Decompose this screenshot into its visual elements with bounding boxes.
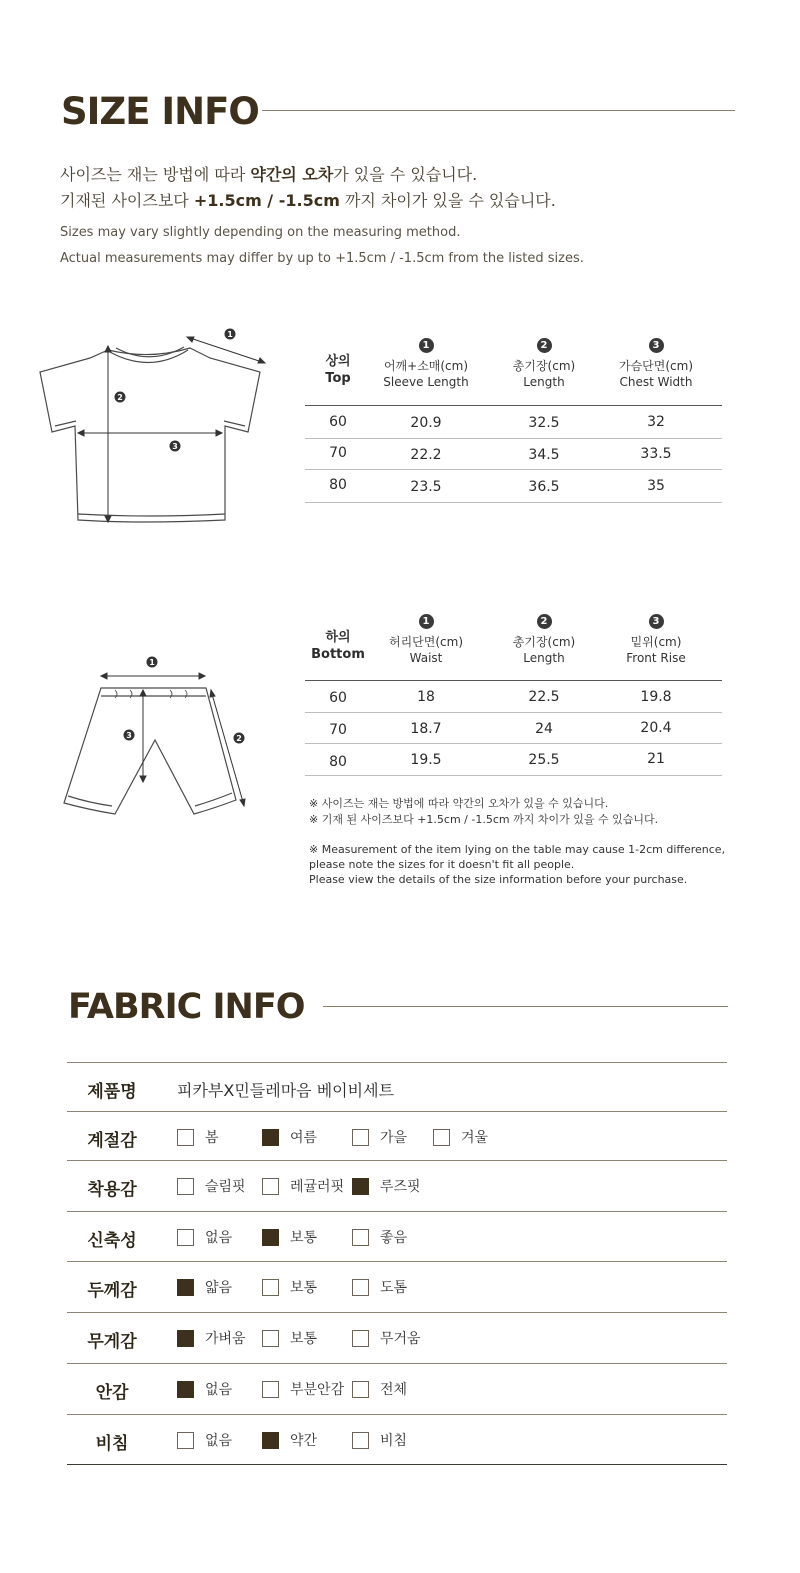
fabric-row-label: 두께감 (87, 1281, 137, 1301)
size-note-en-1: Sizes may vary slightly depending on the measuring method. (60, 225, 461, 240)
fabric-option-label: 무거움 (380, 1331, 421, 1347)
table-cell: 22.5 (528, 689, 560, 705)
unchecked-box-icon (352, 1381, 369, 1398)
fabric-row-label: 착용감 (87, 1180, 137, 1200)
fabric-option-label: 얇음 (205, 1280, 233, 1296)
note-en-3: Please view the details of the size information before your purchase. (309, 873, 688, 886)
unchecked-box-icon (262, 1178, 279, 1195)
bottom-col-length: 2 총기장(cm) Length (512, 616, 576, 665)
fabric-row (67, 1111, 727, 1160)
fabric-option (177, 1176, 246, 1196)
number-badge-icon: 3 (649, 614, 664, 629)
unchecked-box-icon (352, 1129, 369, 1146)
top-col-sleeve: 1 어깨+소매(cm) Sleeve Length (383, 340, 469, 389)
product-name: 피카부X민들레마음 베이비세트 (177, 1081, 394, 1100)
fabric-option (352, 1227, 407, 1247)
table-cell: 20.9 (410, 415, 442, 431)
unchecked-box-icon (177, 1229, 194, 1246)
unchecked-box-icon (177, 1178, 194, 1195)
note-en-1: ※ Measurement of the item lying on the table may cause 1-2cm difference, (309, 843, 726, 856)
fabric-row (67, 1312, 727, 1363)
table-cell: 20.4 (640, 720, 672, 736)
fabric-option-label: 전체 (380, 1382, 408, 1398)
fabric-row (67, 1414, 727, 1465)
fabric-option (352, 1127, 407, 1147)
fabric-option-label: 없음 (205, 1382, 233, 1398)
checked-box-icon (262, 1432, 279, 1449)
checked-box-icon (177, 1381, 194, 1398)
fabric-option (262, 1277, 317, 1297)
checked-box-icon (177, 1330, 194, 1347)
table-cell: 36.5 (528, 479, 560, 495)
size-info-title: SIZE INFO (61, 90, 259, 133)
table-cell: 19.5 (410, 752, 442, 768)
fabric-option (177, 1127, 219, 1147)
checked-box-icon (262, 1129, 279, 1146)
unchecked-box-icon (177, 1432, 194, 1449)
fabric-option-label: 가벼움 (205, 1331, 246, 1347)
number-badge-icon: 1 (419, 338, 434, 353)
unchecked-box-icon (262, 1381, 279, 1398)
fabric-option (177, 1430, 232, 1450)
number-badge-icon: 2 (537, 338, 552, 353)
top-size-table (305, 333, 722, 503)
table-cell: 21 (647, 751, 665, 767)
top-col-length: 2 총기장(cm) Length (512, 340, 576, 389)
unchecked-box-icon (352, 1432, 369, 1449)
table-cell: 23.5 (410, 479, 442, 495)
fabric-row-label: 안감 (95, 1383, 129, 1403)
fabric-option (262, 1227, 317, 1247)
checked-box-icon (352, 1178, 369, 1195)
fabric-row-label: 신축성 (87, 1231, 137, 1251)
fabric-option (262, 1127, 317, 1147)
fabric-option (177, 1328, 246, 1348)
top-table-corner: 상의 Top (325, 354, 351, 386)
table-cell: 80 (329, 754, 347, 770)
fabric-option (177, 1227, 232, 1247)
fabric-option-label: 레귤러핏 (290, 1179, 345, 1195)
top-col-chest: 3 가슴단면(cm) Chest Width (618, 340, 694, 389)
fabric-option (177, 1379, 232, 1399)
table-cell: 18 (417, 689, 435, 705)
top-garment-diagram (30, 320, 270, 530)
size-note-en-2: Actual measurements may differ by up to +1.5cm / -1.5cm from the listed sizes. (60, 251, 584, 266)
unchecked-box-icon (177, 1129, 194, 1146)
table-cell: 25.5 (528, 752, 560, 768)
fabric-option (352, 1430, 407, 1450)
fabric-info-title: FABRIC INFO (68, 987, 305, 1027)
unchecked-box-icon (352, 1279, 369, 1296)
unchecked-box-icon (262, 1330, 279, 1347)
fabric-option-label: 없음 (205, 1230, 233, 1246)
fabric-info-divider (323, 1006, 728, 1007)
fabric-option-label: 좋음 (380, 1230, 408, 1246)
fabric-row-label: 계절감 (87, 1131, 137, 1151)
fabric-row (67, 1363, 727, 1414)
fabric-option (262, 1328, 317, 1348)
size-info-divider (262, 110, 735, 111)
table-cell: 80 (329, 477, 347, 493)
fabric-option-label: 도톰 (380, 1280, 408, 1296)
unchecked-box-icon (352, 1229, 369, 1246)
fabric-row (67, 1261, 727, 1312)
fabric-row-label: 비침 (95, 1434, 129, 1454)
fabric-option-label: 보통 (290, 1280, 318, 1296)
fabric-option-label: 약간 (290, 1433, 318, 1449)
note-kr-2: ※ 기재 된 사이즈보다 +1.5cm / -1.5cm 까지 차이가 있을 수 있습니다. (309, 813, 659, 826)
table-cell: 35 (647, 478, 665, 494)
bottom-marker-3: 3 (126, 731, 132, 740)
bottom-col-rise: 3 밑위(cm) Front Rise (626, 616, 686, 665)
bottom-marker-2: 2 (236, 734, 242, 743)
table-cell: 34.5 (528, 447, 560, 463)
size-note-kr-1: 사이즈는 재는 방법에 따라 약간의 오차가 있을 수 있습니다. (60, 165, 478, 184)
fabric-option-label: 보통 (290, 1230, 318, 1246)
fabric-option (433, 1127, 488, 1147)
fabric-option (262, 1430, 317, 1450)
number-badge-icon: 1 (419, 614, 434, 629)
bottom-col-waist: 1 허리단면(cm) Waist (388, 616, 464, 665)
number-badge-icon: 3 (649, 338, 664, 353)
table-cell: 32.5 (528, 415, 560, 431)
fabric-option-label: 루즈핏 (380, 1179, 421, 1195)
fabric-option (352, 1379, 407, 1399)
bottom-garment-diagram (55, 650, 260, 840)
fabric-row (67, 1211, 727, 1261)
checked-box-icon (262, 1229, 279, 1246)
fabric-option-label: 부분안감 (290, 1382, 345, 1398)
fabric-option (262, 1379, 344, 1399)
bottom-table-corner: 하의 Bottom (311, 630, 365, 662)
fabric-option (352, 1328, 421, 1348)
fabric-option-label: 여름 (290, 1130, 318, 1146)
fabric-row-label: 무게감 (87, 1332, 137, 1352)
fabric-option-label: 가을 (380, 1130, 408, 1146)
table-cell: 32 (647, 414, 665, 430)
fabric-option (352, 1277, 407, 1297)
number-badge-icon: 2 (537, 614, 552, 629)
size-note-kr-2: 기재된 사이즈보다 +1.5cm / -1.5cm 까지 차이가 있을 수 있습니다. (60, 191, 556, 210)
top-marker-1: 1 (227, 330, 233, 339)
bottom-marker-1: 1 (149, 658, 155, 667)
table-cell: 22.2 (410, 447, 442, 463)
top-marker-2: 2 (117, 393, 123, 402)
fabric-option-label: 없음 (205, 1433, 233, 1449)
table-cell: 70 (329, 445, 347, 461)
fabric-option (262, 1176, 344, 1196)
fabric-option-label: 슬림핏 (205, 1179, 246, 1195)
unchecked-box-icon (262, 1279, 279, 1296)
fabric-row-product (67, 1062, 727, 1111)
table-cell: 60 (329, 414, 347, 430)
unchecked-box-icon (352, 1330, 369, 1347)
fabric-option-label: 비침 (380, 1433, 408, 1449)
bottom-size-table (305, 609, 722, 779)
note-en-2: please note the sizes for it doesn't fit all people. (309, 858, 575, 871)
table-cell: 70 (329, 722, 347, 738)
fabric-option-label: 봄 (205, 1130, 219, 1146)
table-cell: 60 (329, 690, 347, 706)
top-marker-3: 3 (172, 442, 178, 451)
unchecked-box-icon (433, 1129, 450, 1146)
fabric-row-label: 제품명 (87, 1082, 137, 1102)
fabric-row (67, 1160, 727, 1211)
fabric-option (352, 1176, 421, 1196)
table-cell: 18.7 (410, 721, 442, 737)
fabric-option (177, 1277, 232, 1297)
checked-box-icon (177, 1279, 194, 1296)
table-cell: 19.8 (640, 689, 672, 705)
note-kr-1: ※ 사이즈는 재는 방법에 따라 약간의 오차가 있을 수 있습니다. (309, 797, 609, 810)
table-cell: 24 (535, 721, 553, 737)
table-cell: 33.5 (640, 446, 672, 462)
fabric-option-label: 보통 (290, 1331, 318, 1347)
fabric-option-label: 겨울 (461, 1130, 489, 1146)
